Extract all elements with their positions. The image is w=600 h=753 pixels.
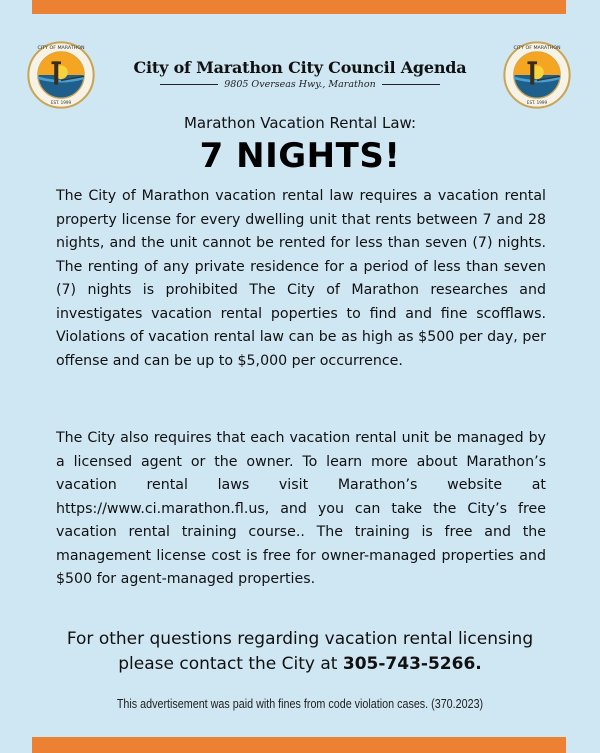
masthead-rule-left (160, 84, 218, 86)
footnote: This advertisement was paid with fines from code violation cases. (370.2023) (116, 697, 484, 711)
city-seal-left (27, 41, 95, 109)
subhead: Marathon Vacation Rental Law: (183, 114, 417, 132)
contact-line-1: For other questions regarding vacation rental licensing (66, 629, 534, 649)
contact-phone: 305-743-5266. (342, 654, 482, 674)
masthead-rule-right (382, 84, 440, 86)
city-seal-right (503, 41, 571, 109)
seal-ring-text: CITY OF MARATHON (513, 46, 561, 52)
masthead-title: City of Marathon City Council Agenda (133, 58, 467, 77)
masthead-address-row (130, 79, 470, 90)
seal-est-text: EST. 1999 (526, 100, 548, 106)
masthead (130, 58, 470, 90)
headline: 7 NIGHTS! (199, 136, 401, 176)
seal-ring-text: CITY OF MARATHON (37, 46, 85, 52)
body-paragraph-2: The City also requires that each vacation rental unit be managed by a licensed agent or the owner. To learn more about Marathon’s vacation rental laws visit Marathon’s website at https://www.ci.marathon.fl.us, and you can take the City’s free vacation rental training course.. The training is free and the management license cost is free for owner-managed properties and $500 for agent-managed properties. (56, 430, 546, 587)
body-paragraph-1: The City of Marathon vacation rental law requires a vacation rental property license for every dwelling unit that rents between 7 and 28 nights, and the unit cannot be rented for less than seven (7) nights. The renting of any private residence for a period of less than seven (7) nights is prohibited The City of Marathon researches and investigates vacation rental poperties to find and fine scofflaws. Violations of vacation rental law can be as high as $500 per day, per offense and can be up to $5,000 per occurrence. (56, 188, 546, 369)
contact-line-2-prefix: please contact the City at (118, 654, 343, 674)
contact-line-2 (0, 652, 600, 677)
seal-est-text: EST. 1999 (50, 100, 72, 106)
contact-block (0, 627, 600, 677)
top-accent-bar (32, 0, 566, 14)
bottom-accent-bar (32, 737, 566, 753)
masthead-address: 9805 Overseas Hwy., Marathon (224, 79, 376, 90)
